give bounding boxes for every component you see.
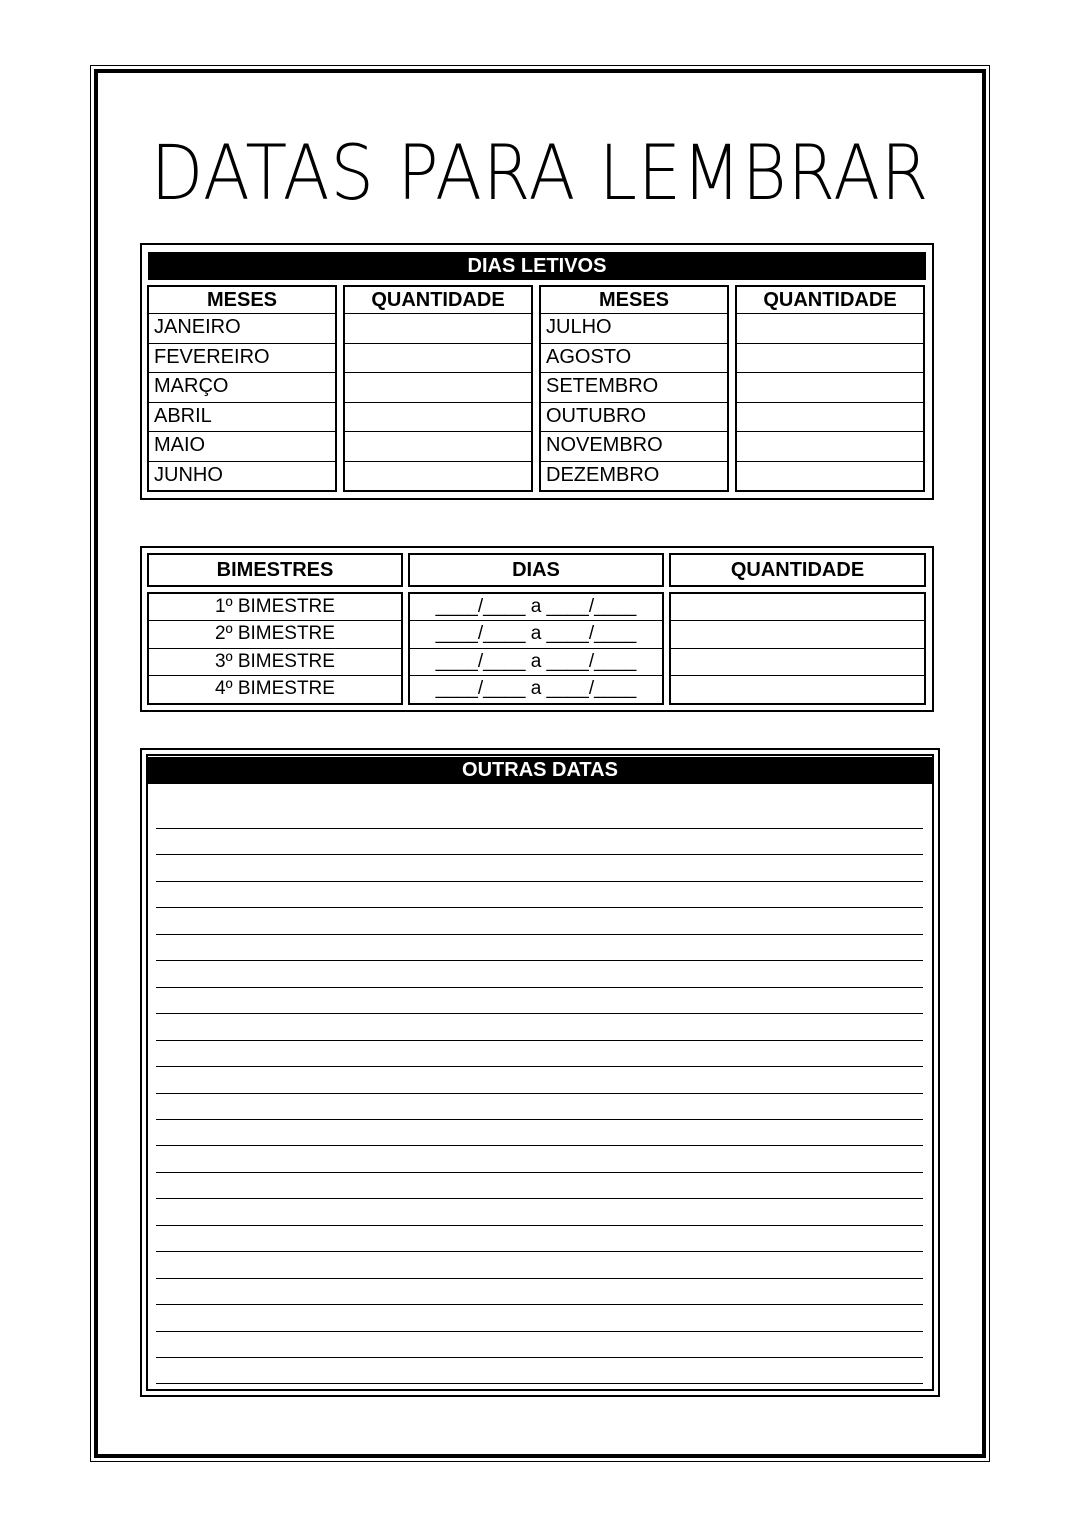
row-divider [541,402,727,403]
row-divider [345,431,531,432]
writing-line [156,934,923,935]
row-divider [671,648,924,649]
row-divider [345,313,531,314]
month-label: DEZEMBRO [546,464,660,486]
date-range-blank: ____/____ a ____/____ [435,623,637,644]
row-divider [149,461,335,462]
outras-datas-inner-frame [146,754,934,1391]
row-divider [345,461,531,462]
date-range-blank: ____/____ a ____/____ [435,651,637,672]
meses-header-right: MESES [598,289,670,311]
writing-line [156,1278,923,1279]
writing-line [156,987,923,988]
writing-line [156,1198,923,1199]
writing-line [156,907,923,908]
writing-line [156,1040,923,1041]
row-divider [737,313,923,314]
row-divider [149,431,335,432]
writing-line [156,1357,923,1358]
row-divider [737,461,923,462]
bimestre-label: 2º BIMESTRE [215,623,335,644]
date-range-blank: ____/____ a ____/____ [435,596,637,617]
row-divider [737,343,923,344]
row-divider [671,620,924,621]
row-divider [345,402,531,403]
dias-letivos-header: DIAS LETIVOS [148,252,926,280]
row-divider [345,343,531,344]
month-label: JANEIRO [154,316,241,338]
row-divider [149,372,335,373]
meses-header-left: MESES [206,289,278,311]
month-label: AGOSTO [546,346,632,368]
quantidade-header-right: QUANTIDADE [763,289,897,311]
row-divider [410,620,662,621]
row-divider [737,402,923,403]
writing-line [156,1383,923,1384]
row-divider [410,675,662,676]
month-label: JULHO [546,316,612,338]
row-divider [149,620,401,621]
month-label: JUNHO [154,464,223,486]
writing-line [156,1066,923,1067]
row-divider [410,648,662,649]
date-range-blank: ____/____ a ____/____ [435,678,637,699]
row-divider [149,313,335,314]
writing-line [156,1251,923,1252]
outras-datas-header: OUTRAS DATAS [148,757,932,784]
writing-line [156,1093,923,1094]
writing-line [156,1304,923,1305]
month-label: FEVEREIRO [154,346,270,368]
writing-line [156,1172,923,1173]
month-label: MARÇO [154,375,229,397]
month-label: SETEMBRO [546,375,659,397]
row-divider [149,675,401,676]
bimestres-header: BIMESTRES [216,559,334,581]
quantidade-header: QUANTIDADE [730,559,865,581]
row-divider [149,402,335,403]
row-divider [737,431,923,432]
row-divider [671,675,924,676]
row-divider [541,372,727,373]
writing-line [156,854,923,855]
writing-line [156,828,923,829]
writing-line [156,1013,923,1014]
writing-line [156,1119,923,1120]
bimestre-label: 4º BIMESTRE [215,678,335,699]
month-label: MAIO [154,434,206,456]
bimestre-label: 1º BIMESTRE [215,596,335,617]
row-divider [541,461,727,462]
row-divider [149,648,401,649]
writing-line [156,881,923,882]
dias-header: DIAS [512,559,560,581]
bimestre-label: 3º BIMESTRE [215,651,335,672]
row-divider [345,372,531,373]
writing-line [156,1331,923,1332]
month-label: OUTUBRO [546,405,646,427]
writing-line [156,1225,923,1226]
page-title: DATAS PARA LEMBRAR [150,128,930,217]
month-label: NOVEMBRO [546,434,663,456]
row-divider [149,343,335,344]
row-divider [541,431,727,432]
row-divider [737,372,923,373]
writing-line [156,960,923,961]
row-divider [541,343,727,344]
month-label: ABRIL [154,405,212,427]
row-divider [541,313,727,314]
quantidade-header-left: QUANTIDADE [371,289,505,311]
writing-line [156,1145,923,1146]
